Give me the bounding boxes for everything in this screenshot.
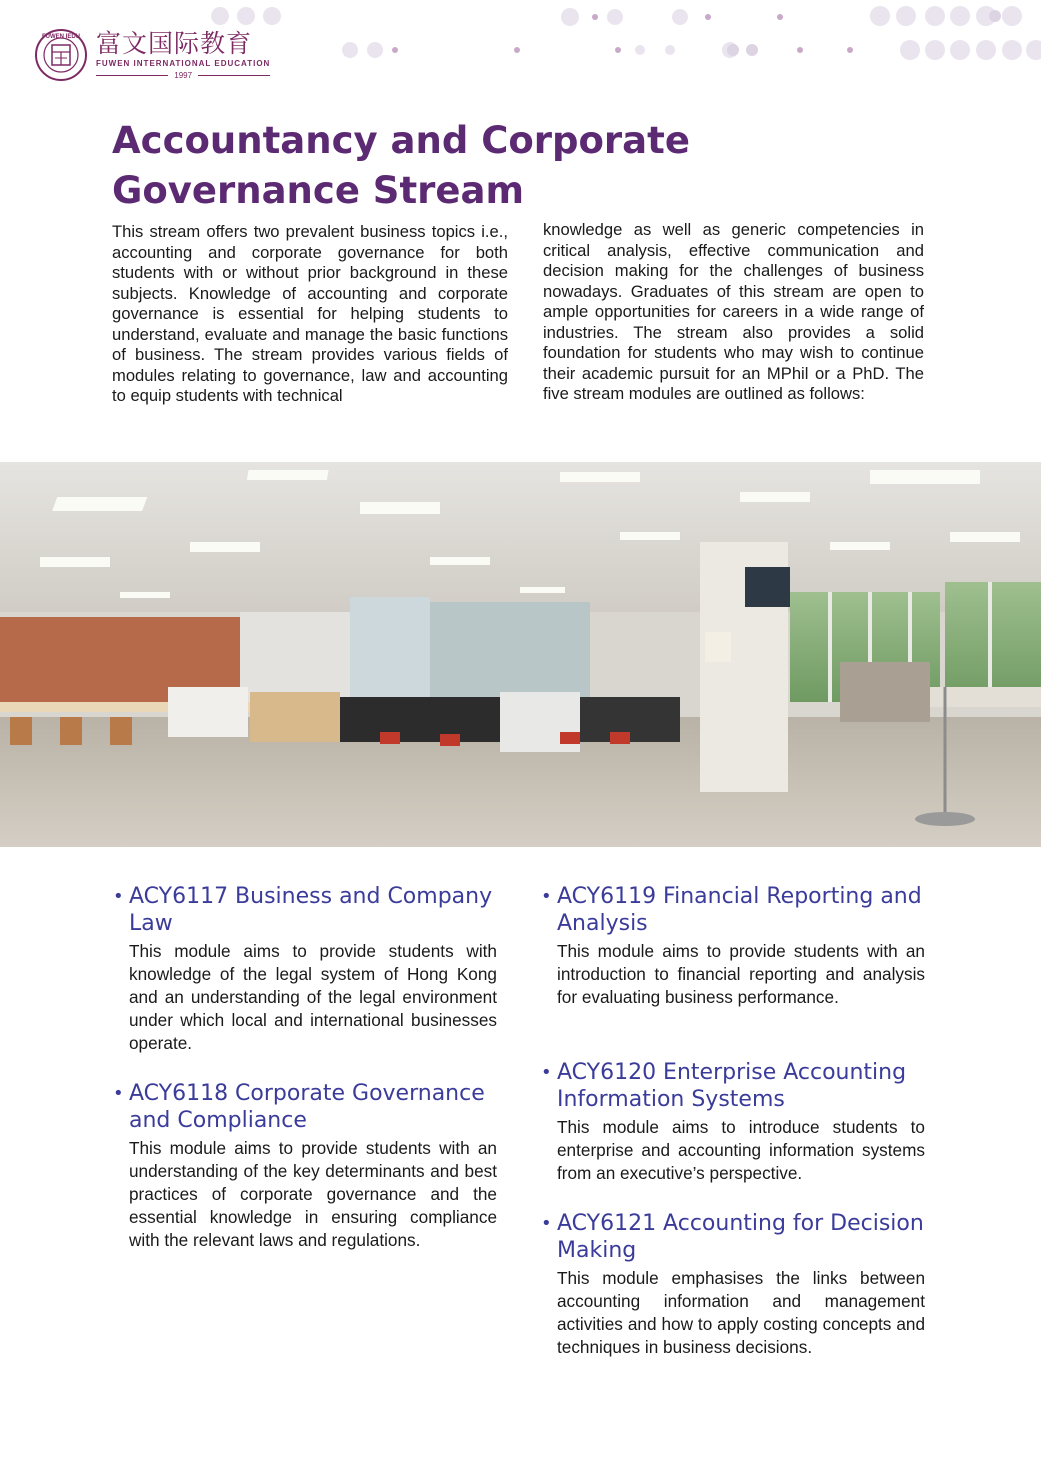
bullet-icon: • <box>113 1083 124 1104</box>
module-description: This module aims to introduce students to enterprise and accounting information systems from an executive’s perspective. <box>557 1117 925 1183</box>
module-title: ACY6119 Financial Reporting and Analysis <box>557 884 922 936</box>
bullet-icon: • <box>541 1213 552 1234</box>
bullet-icon: • <box>113 886 124 907</box>
module-description: This module aims to provide students with an introduction to financial reporting and analysis for evaluating business performance. <box>557 941 925 1007</box>
module-acy6117 <box>113 883 497 1055</box>
intro-right-column: knowledge as well as generic competencies in critical analysis, effective communication and decision making for the challenges of business nowadays. Graduates of this stream are open to ample opportunities for careers in a wide range of industries. The stream also provides a solid foundation for students who may wish to continue their academic pursuit for an MPhil or a PhD. The five stream modules are outlined as follows: <box>543 220 924 403</box>
module-description: This module emphasises the links between accounting information and management activities and how to apply costing concepts and techniques in business decisions. <box>557 1268 925 1357</box>
library-photo <box>0 462 1041 847</box>
module-title: ACY6120 Enterprise Accounting Information Systems <box>557 1060 907 1112</box>
module-acy6118 <box>113 1080 497 1252</box>
logo-chinese-name: 富文国际教育 <box>96 28 253 58</box>
bullet-icon: • <box>541 1062 552 1083</box>
module-title: ACY6118 Corporate Governance and Compliance <box>129 1081 485 1133</box>
logo-english-name: FUWEN INTERNATIONAL EDUCATION <box>96 58 271 68</box>
module-acy6121 <box>541 1210 925 1359</box>
module-description: This module aims to provide students with an understanding of the key determinants and best practices of corporate governance and the essential knowledge in ensuring compliance with the relevant laws and regulations. <box>129 1138 497 1250</box>
intro-left-column: This stream offers two prevalent business topics i.e., accounting and corporate governance for both students with or without prior background in these subjects. Knowledge of accounting and corporate governance is essential for helping students to understand, evaluate and manage the basic functions of business. The stream provides various fields of modules relating to governance, law and accounting to equip students with technical <box>112 222 508 405</box>
module-acy6119 <box>541 883 925 1009</box>
page-title: Accountancy and Corporate Governance Stream <box>112 119 690 212</box>
module-title: ACY6117 Business and Company Law <box>129 884 493 936</box>
page-header <box>0 0 1041 100</box>
module-title: ACY6121 Accounting for Decision Making <box>557 1211 924 1263</box>
bullet-icon: • <box>541 886 552 907</box>
logo-year: 1997 <box>174 70 193 80</box>
decorative-dots <box>200 0 1041 90</box>
logo <box>34 28 270 82</box>
svg-text:FUWEN IEDU: FUWEN IEDU <box>42 34 80 40</box>
module-description: This module aims to provide students with knowledge of the legal system of Hong Kong and an understanding of the legal environment under which local and international businesses operate. <box>129 941 497 1053</box>
logo-seal-icon <box>34 28 88 82</box>
module-acy6120 <box>541 1059 925 1185</box>
